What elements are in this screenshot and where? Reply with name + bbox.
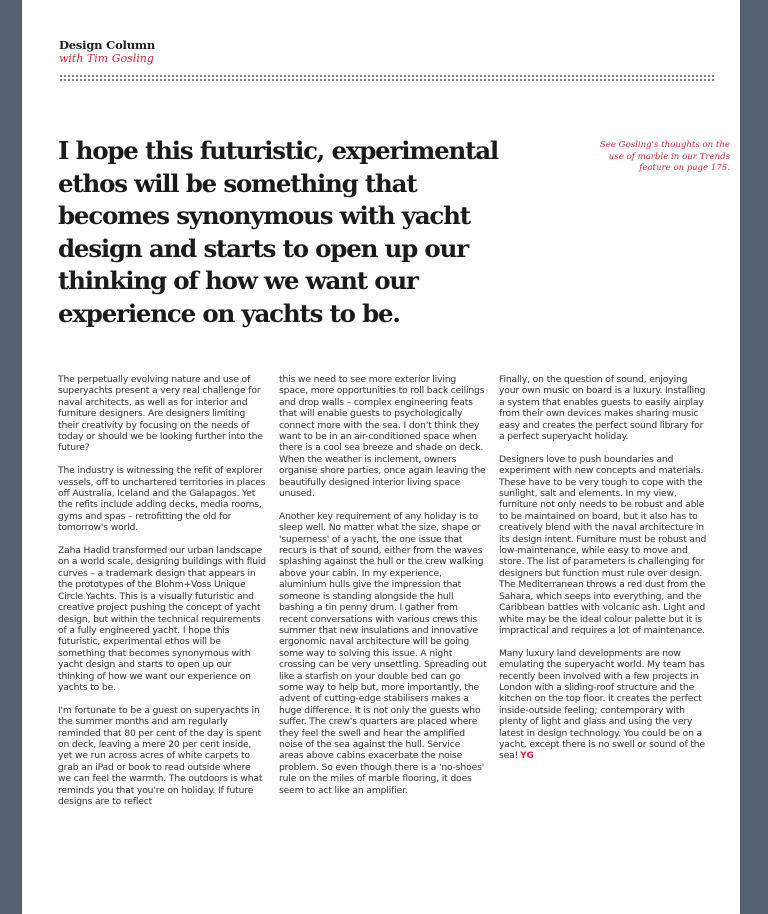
article-paragraph: Designers love to push boundaries and experiment with new concepts and materials. These have to be very tough to cope with the sunlight, salt and elements. In my view, furniture not only needs to be robust and able to be maintained on board, but it also has to creatively blend with the naval architecture in its design intent. Furniture must be robust and low-maintenance, while easy to move and store. The list of parameters is challenging for designers but function must rule over design. The Mediterranean throws a red dust from the Sahara, which seeps into everything, and the Caribbean battles with volcanic ash. Light and white may be the ideal colour palette but it is impractical and requires a lot of maintenance.	[499, 453, 707, 636]
column-author: with Tim Gosling	[59, 52, 154, 65]
magazine-page	[22, 0, 740, 914]
article-paragraph-final	[499, 648, 707, 763]
article-paragraph: The perpetually evolving nature and use of superyachts present a very real challenge for naval architects, as well as for interior and furniture designers. Are designers limiting their creativity by focusing on the needs of today or should we be looking further into the future?	[58, 374, 263, 454]
article-column-2	[279, 374, 487, 807]
article-paragraph: Finally, on the question of sound, enjoying your own music on board is a luxury. Installing a system that enables guests to easily airplay from their own devices makes sharing music easy and creates the perfect sound library for a perfect superyacht holiday.	[499, 374, 706, 443]
article-paragraph: Another key requirement of any holiday is to sleep well. No matter what the size, shape or 'superness' of a yacht, the one issue that recurs is that of sound, either from the waves splashing against the hull or the crew walking above your cabin. In my experience, aluminium hulls give the impression that someone is standing alongside the hull bashing a tin penny drum. I gather from recent conversations with various crews this summer that new insulations and innovative ergonomic naval architecture will be going some way to solving this issue. A night crossing can be very unsettling. Spreading out like a starfish on your double bed can go some way to help but, more importantly, the advent of cutting-edge stabilisers makes a huge difference. It is not only the guests who suffer. The crew's quarters are placed where they feel the swell and hear the amplified noise of the sea against the hull. Service areas above cabins exacerbate the noise problem. So even though there is a 'no-shoes' rule on the miles of marble flooring, it does seem to act like an amplifier.	[279, 510, 487, 796]
column-header	[59, 38, 155, 66]
pull-quote: I hope this futuristic, experimental ethos will be something that becomes synonymous with yacht design and starts to open up our thinking of how we want our experience on yachts to be.	[58, 136, 498, 328]
dotted-divider	[59, 74, 715, 82]
article-paragraph-text: Many luxury land developments are now emulating the superyacht world. My team has recently been involved with a few projects in London with a sliding-roof structure and the kitchen on the top floor. It creates the perfect inside-outside feeling; contemporary with plenty of light and glass and using the very latest in design technology. You could be on a yacht, except there is no swell or sound of the sea!	[499, 647, 705, 762]
article-paragraph: The industry is witnessing the refit of explorer vessels, off to unchartered territories in places off Australia, Iceland and the Galapagos. Yet the refits include adding decks, media rooms, gyms and spas – retrofitting the old for tomorrow's world.	[58, 465, 266, 534]
article-paragraph: I'm fortunate to be a guest on superyachts in the summer months and am regularly reminded that 80 per cent of the day is spent on deck, leaving a mere 20 per cent inside, yet we run across acres of white carpets to grab an iPad or book to read outside where we can feel the warmth. The outdoors is what reminds you that you're on holiday. If future designs are to reflect	[58, 704, 263, 807]
article-paragraph: this we need to see more exterior living space, more opportunities to roll back ceilings and drop walls – complex engineering feats that will enable guests to psychologically connect more with the sea. I don't think they want to be in an air-conditioned space when there is a cool sea breeze and shade on deck. When the weather is inclement, owners organise shore parties, once again leaving the beautifully designed interior living space unused.	[279, 374, 486, 500]
cross-reference-note: See Gosling's thoughts on the use of marble in our Trends feature on page 175.	[599, 140, 730, 174]
article-column-1	[58, 374, 266, 819]
article-paragraph: Zaha Hadid transformed our urban landscape on a world scale, designing buildings with fluid curves – a trademark design that appears in the prototypes of the Blohm+Voss Unique Circle Yachts. This is a visually futuristic and creative project pushing the concept of yacht design, but within the technical requirements of a fully engineered yacht. I hope this futuristic, experimental ethos will be something that becomes synonymous with yacht design and starts to open up our thinking of how we want our experience on yachts to be.	[58, 545, 266, 693]
end-of-article-mark: YG	[520, 751, 534, 762]
column-title: Design Column	[59, 38, 156, 52]
article-column-3	[499, 374, 707, 774]
